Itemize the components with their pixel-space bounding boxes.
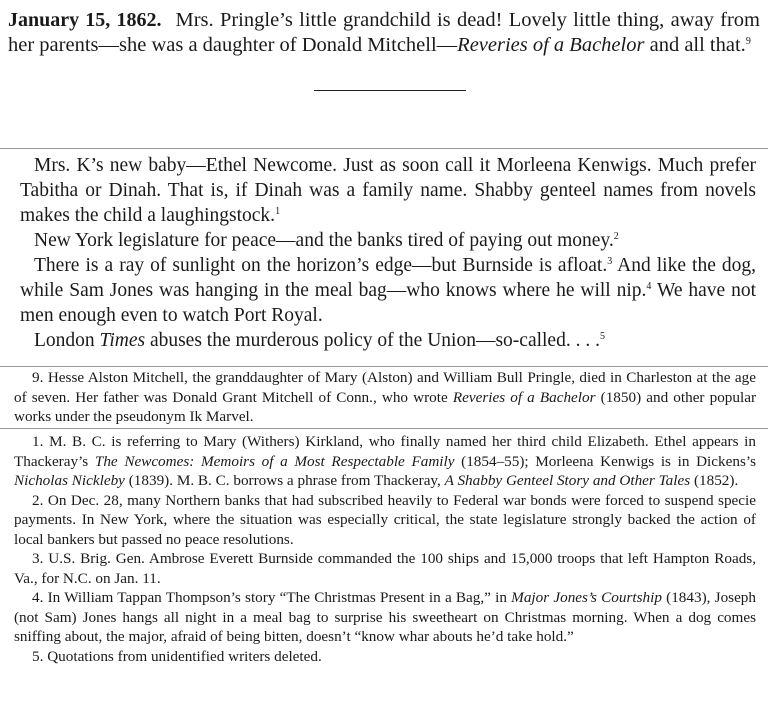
footnote-text: 4. In William Tappan Thompson’s story “The Christmas Present in a Bag,” in	[32, 589, 512, 606]
paragraph-text: New York legislature for peace—and the banks tired of paying out money.	[34, 230, 614, 251]
entry-book-title: Reveries of a Bachelor	[457, 34, 645, 56]
paragraph-text: And like the dog, while Sam Jones was hanging in the meal bag—who knows where he will nip.	[20, 255, 756, 301]
entry-text: Mrs. Pringle’s little grandchild is dead! Lovely little thing, away from her parents—she was a daughter of Donald Mitchell—	[8, 9, 761, 56]
footnote-text: 1. M. B. C. is referring to Mary (Withers) Kirkland, who finally named her third child Elizabeth. Ethel appears in Thackeray’s	[14, 433, 756, 470]
footnote-book-title: A Shabby Genteel Story and Other Tales	[444, 472, 691, 489]
footnote-text: (1854–55); Morleena Kenwigs is in Dickens’s	[454, 452, 756, 470]
footnote-ref-3: 3	[607, 256, 613, 267]
footnote-2: 2. On Dec. 28, many Northern banks that had subscribed heavily to Federal war bonds were forced to suspend specie payments. In New York, where the situation was especially critical, the state legislature strongly backed the action of local bankers but passed no peace resolutions.	[14, 491, 756, 548]
paragraph-burnside	[20, 253, 756, 328]
footnote-9-strip	[0, 366, 768, 428]
footnote-text: (1850) and other popular works under the pseudonym Ik Marvel.	[14, 388, 756, 425]
footnote-book-title: The Newcomes: Memoirs of a Most Respectable Family	[94, 452, 455, 470]
footnote-3: 3. U.S. Brig. Gen. Ambrose Everett Burnside commanded the 100 ships and 15,000 troops that left Hampton Roads, Va., for N.C. on Jan. 11.	[14, 550, 756, 587]
footnote-ref-2: 2	[613, 231, 619, 242]
footnote-text: (1852).	[690, 472, 739, 489]
section-divider	[314, 90, 466, 91]
footnote-text: 9. Hesse Alston Mitchell, the granddaughter of Mary (Alston) and William Bull Pringle, died in Charleston at the age of seven. Her father was Donald Grant Mitchell of Conn., who wrote	[14, 369, 756, 406]
paragraph-legislature	[20, 228, 756, 253]
paragraph-text: There is a ray of sunlight on the horizon’s edge—but Burnside is afloat.	[34, 255, 608, 276]
entry-date: January 15, 1862.	[8, 9, 162, 31]
footnote-book-title: Reveries of a Bachelor	[452, 388, 596, 406]
footnote-text: (1843), Joseph (not Sam) Jones hangs all night in a meal bag to surprise his sweetheart on Christmas morning. When a dog comes sniffing about, the major, afraid of being bitten, doesn’t “know whar abouts he’d take hold.”	[14, 589, 756, 645]
paragraph-baby-name	[20, 153, 756, 228]
newspaper-title: Times	[99, 330, 146, 351]
footnote-text: (1839). M. B. C. borrows a phrase from Thackeray,	[124, 472, 445, 489]
paragraph-london-times	[20, 328, 756, 353]
diary-entry-header-strip	[0, 0, 768, 148]
footnote-5: 5. Quotations from unidentified writers deleted.	[32, 647, 322, 665]
footnote-book-title: Major Jones’s Courtship	[511, 589, 662, 606]
footnote-1	[14, 432, 756, 491]
paragraph-text: London	[34, 330, 100, 351]
diary-main-text-strip	[0, 148, 768, 366]
paragraph-text: We have not men enough even to watch Port Royal.	[20, 280, 757, 326]
footnote-4	[14, 588, 756, 647]
footnote-ref-4: 4	[646, 281, 652, 292]
entry-paragraph	[8, 8, 760, 58]
footnote-ref-1: 1	[275, 206, 281, 217]
footnote-ref-5: 5	[599, 331, 605, 342]
entry-text-end: and all that.	[644, 34, 746, 56]
paragraph-text: Mrs. K’s new baby—Ethel Newcome. Just as soon call it Morleena Kenwigs. Much prefer Tabitha or Dinah. That is, if Dinah was a family name. Shabby genteel names from novels makes the child a laughingstock.	[20, 155, 756, 226]
paragraph-text: abuses the murderous policy of the Union—so-called. . . .	[145, 330, 600, 351]
footnotes-strip	[0, 428, 768, 720]
footnote-book-title: Nicholas Nickleby	[14, 472, 125, 489]
footnote-9	[14, 368, 756, 427]
footnote-ref-9: 9	[745, 36, 751, 47]
